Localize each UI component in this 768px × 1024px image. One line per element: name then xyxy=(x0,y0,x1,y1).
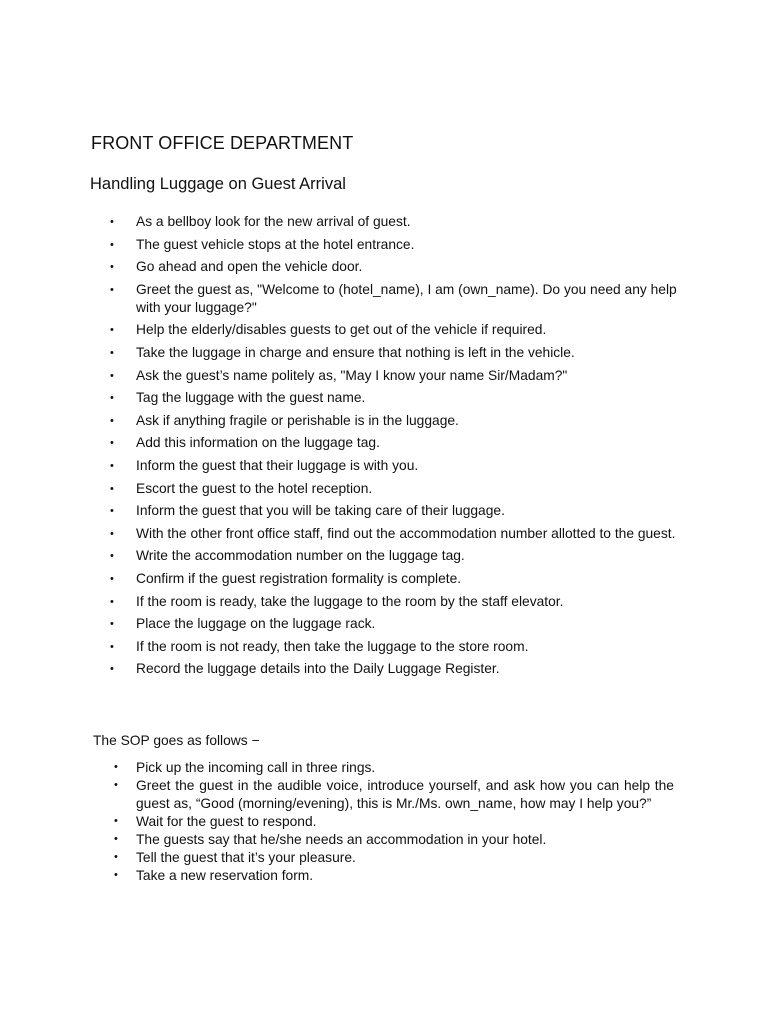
arrival-step-item xyxy=(108,321,688,339)
list-item-text: Inform the guest that their luggage is with you. xyxy=(136,457,419,473)
sop-step-item xyxy=(112,867,674,885)
list-item-text: Add this information on the luggage tag. xyxy=(136,435,380,451)
list-item-text: The guests say that he/she needs an accommodation in your hotel. xyxy=(136,831,547,847)
arrival-step-item xyxy=(108,660,688,678)
bullet-icon: • xyxy=(110,482,114,495)
bullet-icon: • xyxy=(110,261,114,274)
list-item-text: As a bellboy look for the new arrival of guest. xyxy=(136,214,411,229)
sop-step-item xyxy=(112,777,674,812)
arrival-step-item xyxy=(108,213,688,231)
bullet-icon: • xyxy=(110,414,114,427)
arrival-steps-list xyxy=(108,213,688,683)
bullet-icon: • xyxy=(110,346,114,359)
sop-step-item xyxy=(112,849,674,867)
arrival-step-item xyxy=(108,434,688,452)
bullet-icon: • xyxy=(110,550,114,563)
bullet-icon: • xyxy=(114,779,118,791)
list-item-text: Take the luggage in charge and ensure that nothing is left in the vehicle. xyxy=(136,344,575,360)
arrival-step-item xyxy=(108,344,688,362)
list-item-text: Escort the guest to the hotel reception. xyxy=(136,480,373,496)
list-item-text: Record the luggage details into the Daily Luggage Register. xyxy=(136,661,500,677)
bullet-icon: • xyxy=(110,238,114,251)
bullet-icon: • xyxy=(110,216,114,228)
list-item-text: Help the elderly/disables guests to get out of the vehicle if required. xyxy=(136,322,547,338)
arrival-step-item xyxy=(108,412,688,430)
list-item-text: The guest vehicle stops at the hotel entrance. xyxy=(136,236,415,252)
bullet-icon: • xyxy=(110,392,114,405)
list-item-text: Tag the luggage with the guest name. xyxy=(136,390,366,406)
arrival-step-item xyxy=(108,547,688,565)
bullet-icon: • xyxy=(114,832,118,845)
list-item-text: Go ahead and open the vehicle door. xyxy=(136,259,363,275)
list-item-text: Write the accommodation number on the luggage tag. xyxy=(136,548,465,564)
list-item-text: Confirm if the guest registration formality is complete. xyxy=(136,570,462,586)
bullet-icon: • xyxy=(114,868,118,881)
arrival-step-item xyxy=(108,638,688,656)
list-item-text: Pick up the incoming call in three rings. xyxy=(136,760,376,775)
arrival-step-item xyxy=(108,525,688,543)
bullet-icon: • xyxy=(110,505,114,518)
list-item-text: Tell the guest that it’s your pleasure. xyxy=(136,849,356,865)
section-title: Handling Luggage on Guest Arrival xyxy=(90,175,346,193)
bullet-icon: • xyxy=(110,527,114,540)
list-item-text: Greet the guest in the audible voice, introduce yourself, and ask how you can help the guest as, “Good (morning/evening), this is Mr./Ms. own_name, how may I help you?” xyxy=(136,778,674,811)
list-item-text: Ask if anything fragile or perishable is in the luggage. xyxy=(136,412,459,428)
sop-step-item xyxy=(112,813,674,831)
list-item-text: Ask the guest’s name politely as, "May I know your name Sir/Madam?" xyxy=(136,367,568,383)
list-item-text: If the room is ready, take the luggage to the room by the staff elevator. xyxy=(136,593,564,609)
bullet-icon: • xyxy=(110,572,114,585)
list-item-text: Inform the guest that you will be taking care of their luggage. xyxy=(136,503,505,519)
bullet-icon: • xyxy=(114,761,118,773)
sop-steps-list xyxy=(112,759,674,885)
list-item-text: Greet the guest as, "Welcome to (hotel_name), I am (own_name). Do you need any help with your luggage?" xyxy=(136,281,677,315)
list-item-text: Place the luggage on the luggage rack. xyxy=(136,616,376,632)
list-item-text: With the other front office staff, find out the accommodation number allotted to the guest. xyxy=(136,525,676,541)
arrival-step-item xyxy=(108,236,688,254)
arrival-step-item xyxy=(108,502,688,520)
list-item-text: Take a new reservation form. xyxy=(136,867,314,883)
bullet-icon: • xyxy=(110,618,114,631)
bullet-icon: • xyxy=(110,595,114,608)
bullet-icon: • xyxy=(114,814,118,827)
sop-step-item xyxy=(112,831,674,849)
bullet-icon: • xyxy=(110,459,114,472)
bullet-icon: • xyxy=(114,850,118,863)
arrival-step-item xyxy=(108,389,688,407)
arrival-step-item xyxy=(108,593,688,611)
arrival-step-item xyxy=(108,615,688,633)
bullet-icon: • xyxy=(110,324,114,337)
list-item-text: Wait for the guest to respond. xyxy=(136,813,317,829)
department-title: FRONT OFFICE DEPARTMENT xyxy=(91,133,354,153)
sop-step-item xyxy=(112,759,674,777)
sop-intro: The SOP goes as follows − xyxy=(93,733,260,748)
bullet-icon: • xyxy=(110,640,114,653)
bullet-icon: • xyxy=(110,369,114,382)
arrival-step-item xyxy=(108,570,688,588)
bullet-icon: • xyxy=(110,437,114,450)
bullet-icon: • xyxy=(110,283,114,296)
arrival-step-item xyxy=(108,457,688,475)
arrival-step-item xyxy=(108,258,688,276)
arrival-step-item xyxy=(108,367,688,385)
arrival-step-item xyxy=(108,480,688,498)
arrival-step-item xyxy=(108,281,688,317)
bullet-icon: • xyxy=(110,663,114,676)
list-item-text: If the room is not ready, then take the luggage to the store room. xyxy=(136,638,529,654)
